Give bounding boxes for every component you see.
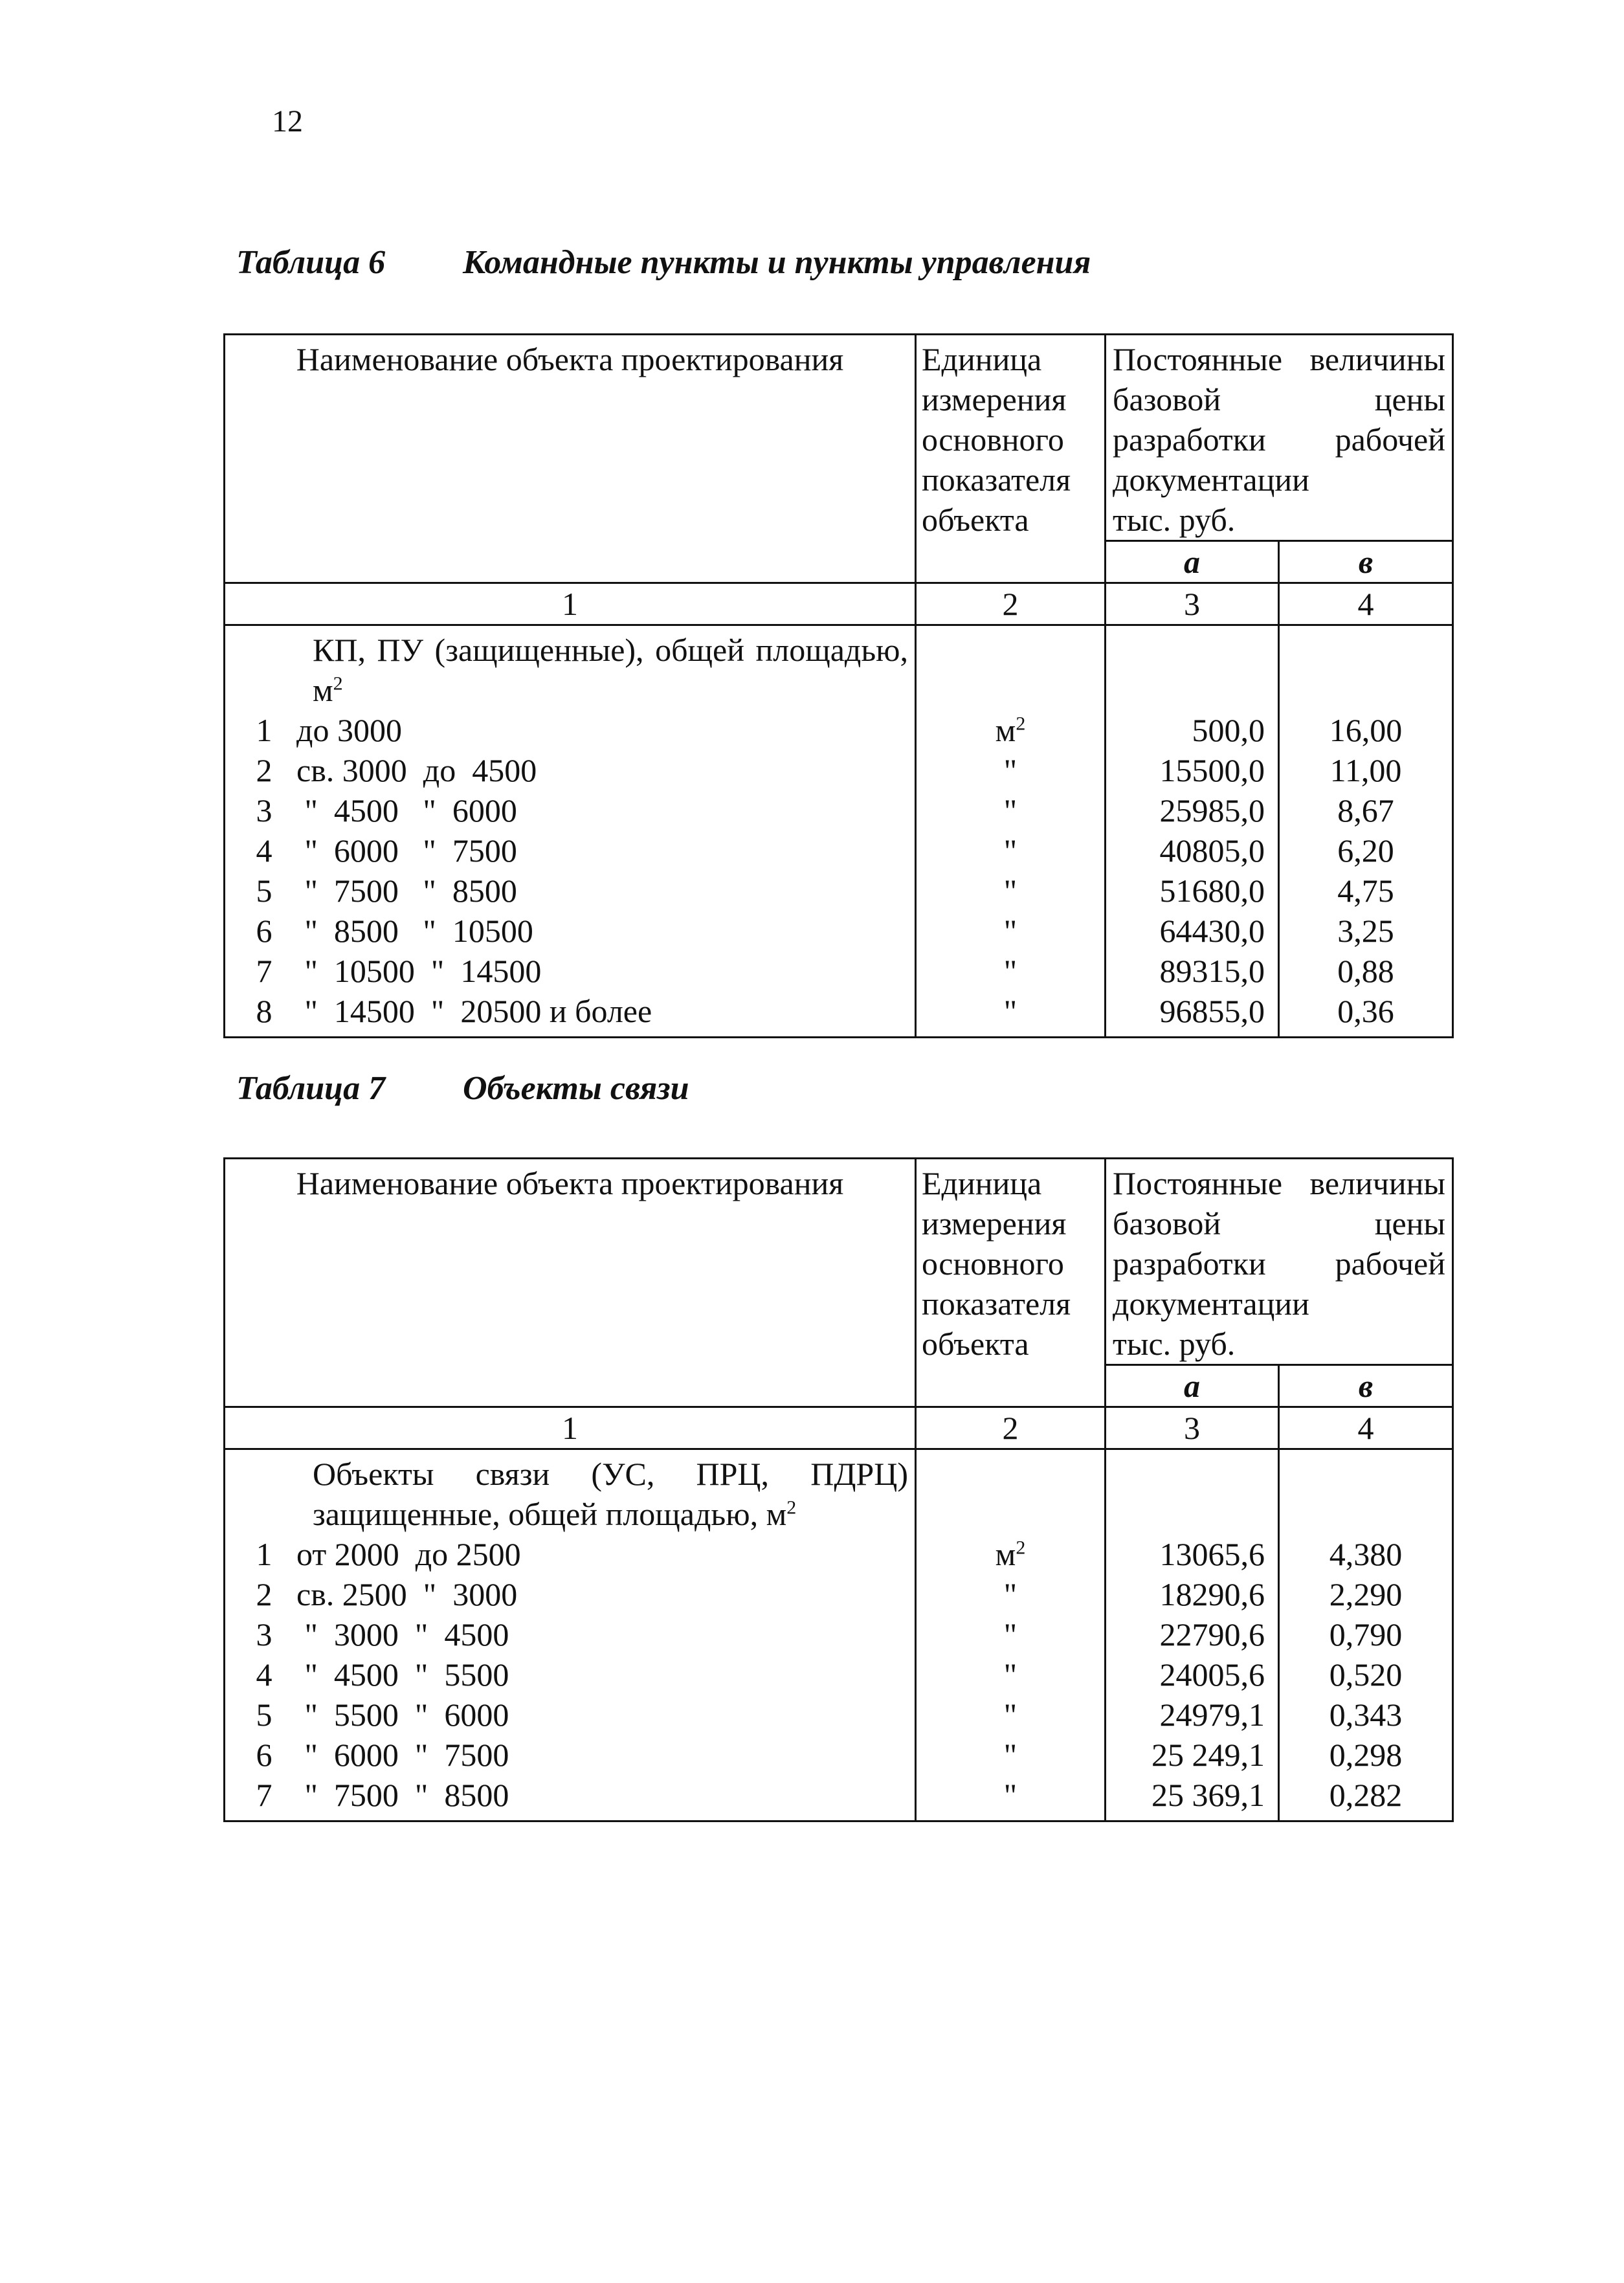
value-b: 8,67 <box>1337 792 1394 829</box>
table-header-row <box>225 335 1453 541</box>
value-b: 0,790 <box>1329 1616 1403 1653</box>
body-a-cell <box>1106 625 1279 1038</box>
header-constants <box>1106 1159 1453 1365</box>
unit-ditto: " <box>1003 873 1018 909</box>
row-number: 4 <box>256 1656 273 1693</box>
unit-ditto: " <box>1003 1576 1018 1612</box>
unit-text: м <box>995 1536 1016 1572</box>
value-b: 16,00 <box>1329 712 1403 748</box>
unit-sup: 2 <box>1016 1537 1026 1559</box>
body-a-cell <box>1106 1449 1279 1821</box>
row-range: св. 2500 " 3000 <box>296 1576 518 1612</box>
value-a: 15500,0 <box>1159 752 1265 788</box>
row-number: 3 <box>256 792 273 829</box>
unit-ditto: " <box>1003 752 1018 788</box>
row-number: 2 <box>256 752 273 788</box>
unit-ditto: " <box>1003 1616 1018 1653</box>
row-range: " 4500 " 6000 <box>296 792 517 829</box>
list-item <box>232 951 908 991</box>
value-a: 500,0 <box>1192 712 1265 748</box>
value-b: 0,88 <box>1337 953 1394 989</box>
value-a: 64430,0 <box>1159 913 1265 949</box>
group-title <box>232 630 908 710</box>
subheader-b: в <box>1279 1365 1453 1407</box>
row-number: 6 <box>256 913 273 949</box>
row-range: " 6000 " 7500 <box>296 832 517 869</box>
body-name-cell <box>225 1449 916 1821</box>
table-7-number: Таблица 7 <box>236 1070 386 1107</box>
row-range: " 6000 " 7500 <box>296 1737 509 1773</box>
value-b: 3,25 <box>1337 913 1394 949</box>
column-number-4: 4 <box>1279 583 1453 625</box>
value-a: 18290,6 <box>1159 1576 1265 1612</box>
table-6-title: Командные пункты и пункты управления <box>463 244 1091 281</box>
body-name-cell <box>225 625 916 1038</box>
value-a: 40805,0 <box>1159 832 1265 869</box>
row-range: " 4500 " 5500 <box>296 1656 509 1693</box>
header-unit: Единица измерения основного показателя объекта <box>916 335 1106 583</box>
unit-text: м <box>995 712 1016 748</box>
value-b: 2,290 <box>1329 1576 1403 1612</box>
unit-ditto: " <box>1003 1656 1018 1693</box>
body-unit-cell <box>916 1449 1106 1821</box>
table-7-title: Объекты связи <box>463 1070 689 1107</box>
column-number-3: 3 <box>1106 583 1279 625</box>
row-number: 1 <box>256 712 273 748</box>
subheader-a: а <box>1106 1365 1279 1407</box>
value-a: 22790,6 <box>1159 1616 1265 1653</box>
value-a: 25 249,1 <box>1151 1737 1265 1773</box>
row-range: " 14500 " 20500 и более <box>296 993 652 1029</box>
group-title-text: Объекты связи (УС, ПРЦ, ПДРЦ) защищенные, общей площадью, м <box>313 1456 908 1532</box>
list-item <box>232 790 908 830</box>
subheader-a: а <box>1106 541 1279 583</box>
table-7-caption <box>236 1069 689 1108</box>
list-item <box>232 830 908 871</box>
row-range: " 8500 " 10500 <box>296 913 533 949</box>
unit-ditto: " <box>1003 913 1018 949</box>
subheader-b: в <box>1279 541 1453 583</box>
value-a: 24979,1 <box>1159 1697 1265 1733</box>
column-number-2: 2 <box>916 583 1106 625</box>
group-title-sup: 2 <box>333 673 343 695</box>
list-item <box>232 1735 908 1775</box>
row-number: 5 <box>256 873 273 909</box>
row-range: " 5500 " 6000 <box>296 1697 509 1733</box>
group-title <box>232 1454 908 1534</box>
list-item <box>232 1574 908 1614</box>
unit-ditto: " <box>1003 1777 1018 1813</box>
unit-ditto: " <box>1003 953 1018 989</box>
unit-value <box>917 710 1104 750</box>
value-b: 0,298 <box>1329 1737 1403 1773</box>
row-range: " 7500 " 8500 <box>296 1777 509 1813</box>
value-b: 0,520 <box>1329 1656 1403 1693</box>
unit-value <box>917 1534 1104 1574</box>
body-unit-cell <box>916 625 1106 1038</box>
list-item <box>232 991 908 1031</box>
column-number-row <box>225 583 1453 625</box>
list-item <box>232 1775 908 1815</box>
row-number: 6 <box>256 1737 273 1773</box>
unit-ditto: " <box>1003 1737 1018 1773</box>
row-range: от 2000 до 2500 <box>296 1536 521 1572</box>
value-a: 13065,6 <box>1159 1536 1265 1572</box>
column-number-1: 1 <box>225 1407 916 1449</box>
group-title-sup: 2 <box>786 1497 797 1519</box>
table-7 <box>223 1157 1454 1822</box>
value-a: 25 369,1 <box>1151 1777 1265 1813</box>
row-number: 4 <box>256 832 273 869</box>
value-a: 24005,6 <box>1159 1656 1265 1693</box>
table-6-number: Таблица 6 <box>236 244 386 281</box>
value-b: 4,75 <box>1337 873 1394 909</box>
header-constants-unit: тыс. руб. <box>1113 502 1236 538</box>
row-number: 2 <box>256 1576 273 1612</box>
value-b: 4,380 <box>1329 1536 1403 1572</box>
list-item <box>232 710 908 750</box>
table-body-row <box>225 625 1453 1038</box>
body-b-cell <box>1279 625 1453 1038</box>
column-number-1: 1 <box>225 583 916 625</box>
value-a: 51680,0 <box>1159 873 1265 909</box>
list-item <box>232 871 908 911</box>
value-a: 89315,0 <box>1159 953 1265 989</box>
row-range: до 3000 <box>296 712 402 748</box>
value-b: 11,00 <box>1329 752 1402 788</box>
list-item <box>232 1614 908 1654</box>
header-constants-text: Постоянные величины базовой цены разработки рабочей документации <box>1113 341 1446 498</box>
header-object-name: Наименование объекта проектирования <box>225 335 916 583</box>
group-title-text: КП, ПУ (защищенные), общей площадью, м <box>313 632 908 708</box>
row-number: 1 <box>256 1536 273 1572</box>
page-number: 12 <box>272 104 303 139</box>
unit-ditto: " <box>1003 832 1018 869</box>
row-range: " 3000 " 4500 <box>296 1616 509 1653</box>
table-header-row <box>225 1159 1453 1365</box>
row-range: " 10500 " 14500 <box>296 953 542 989</box>
value-a: 96855,0 <box>1159 993 1265 1029</box>
header-constants-unit: тыс. руб. <box>1113 1326 1236 1362</box>
list-item <box>232 1654 908 1695</box>
table-6-caption <box>236 243 1091 282</box>
row-range: " 7500 " 8500 <box>296 873 517 909</box>
row-number: 7 <box>256 1777 273 1813</box>
value-b: 6,20 <box>1337 832 1394 869</box>
body-b-cell <box>1279 1449 1453 1821</box>
column-number-4: 4 <box>1279 1407 1453 1449</box>
value-b: 0,343 <box>1329 1697 1403 1733</box>
column-number-3: 3 <box>1106 1407 1279 1449</box>
value-a: 25985,0 <box>1159 792 1265 829</box>
unit-ditto: " <box>1003 1697 1018 1733</box>
value-b: 0,36 <box>1337 993 1394 1029</box>
header-constants <box>1106 335 1453 541</box>
list-item <box>232 1534 908 1574</box>
table-6 <box>223 333 1454 1038</box>
unit-sup: 2 <box>1016 713 1026 735</box>
list-item <box>232 750 908 790</box>
list-item <box>232 911 908 951</box>
header-constants-text: Постоянные величины базовой цены разработки рабочей документации <box>1113 1165 1446 1322</box>
header-object-name: Наименование объекта проектирования <box>225 1159 916 1407</box>
list-item <box>232 1695 908 1735</box>
row-range: св. 3000 до 4500 <box>296 752 537 788</box>
row-number: 7 <box>256 953 273 989</box>
header-unit: Единица измерения основного показателя объекта <box>916 1159 1106 1407</box>
table-body-row <box>225 1449 1453 1821</box>
row-number: 5 <box>256 1697 273 1733</box>
column-number-2: 2 <box>916 1407 1106 1449</box>
unit-ditto: " <box>1003 792 1018 829</box>
row-number: 3 <box>256 1616 273 1653</box>
column-number-row <box>225 1407 1453 1449</box>
value-b: 0,282 <box>1329 1777 1403 1813</box>
row-number: 8 <box>256 993 273 1029</box>
unit-ditto: " <box>1003 993 1018 1029</box>
